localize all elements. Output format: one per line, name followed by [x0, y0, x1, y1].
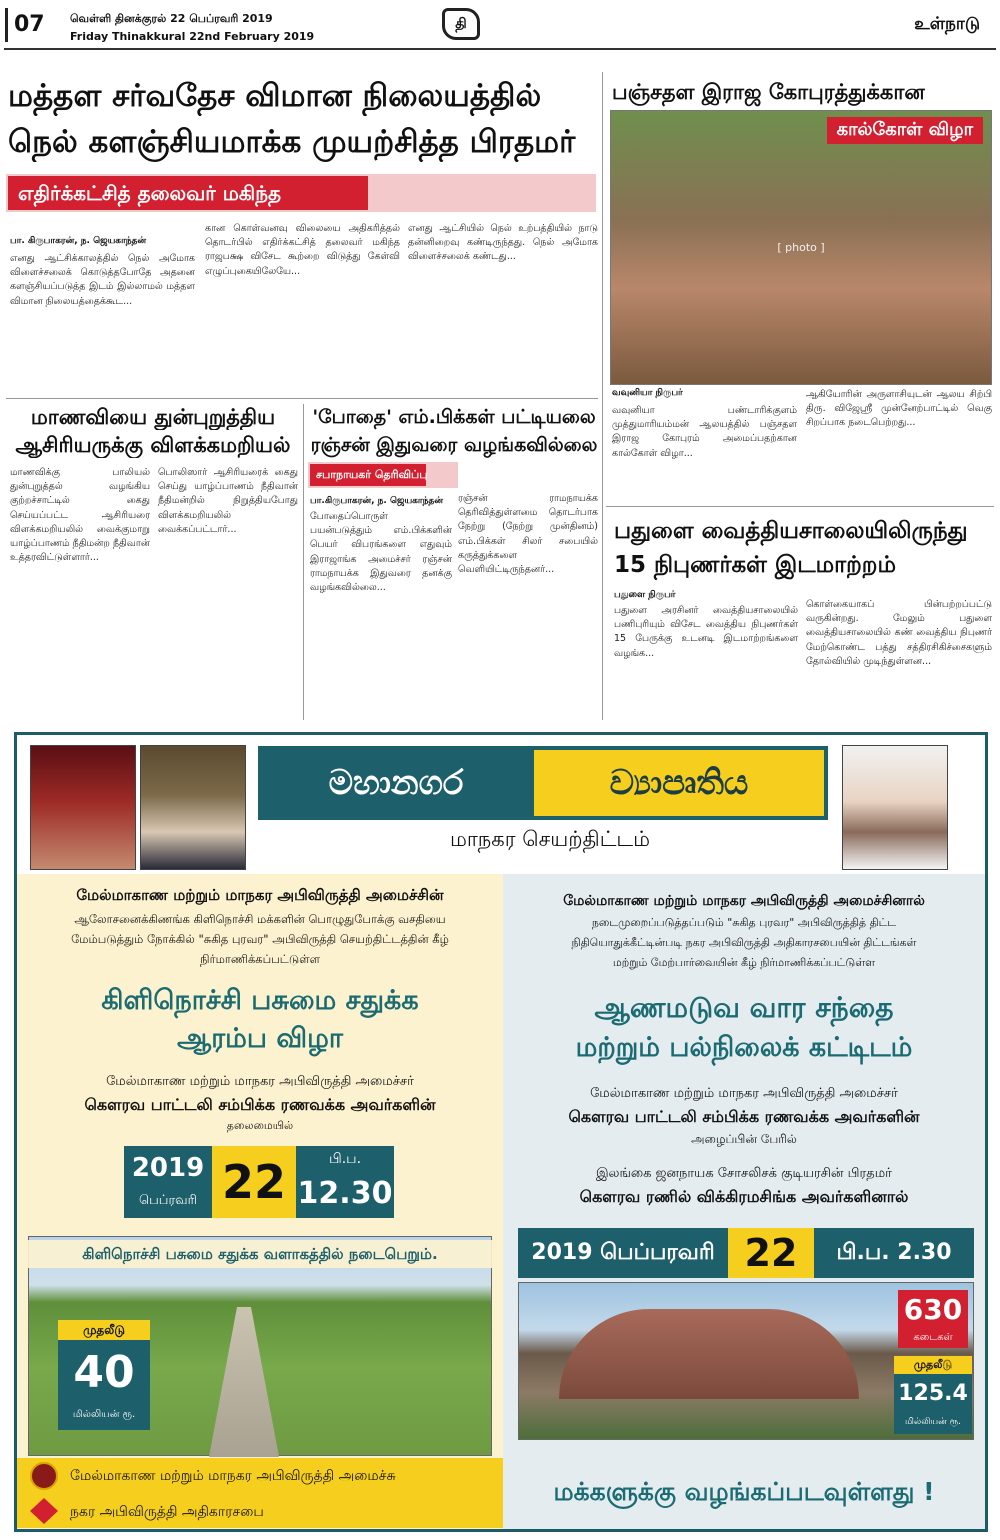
ad-right-minister-name: கௌரவ பாட்டலி சம்பிக்க ரணவக்க அவர்களின்: [568, 1107, 920, 1126]
article2-col1: மாணவிக்கு பாலியல் துன்புறுத்தல் வழங்கிய குற்றச்சாட்டில் கைது செய்யப்பட்ட ஆசிரியரை விளக்கமறியலில் வைக்குமாறு யாழ்ப்பாணம் நீதிமன்ற நீதிவான் உத்தரவிட்டுள்ளார்...: [10, 467, 150, 564]
ad-right-shops-value: 630: [903, 1293, 963, 1326]
article3-subhead-band: [308, 462, 458, 488]
article1-subhead-band: [6, 174, 596, 212]
article4-col2: கொள்கையாகப் பின்பற்றப்பட்டு வருகின்றது. மேலும் பதுளை வைத்தியசாலையில் கண் வைத்திய நிபுணர் மேற்கொண்ட பத்து சத்திரசிகிச்சைகளும் தோல்வியில் முடிந்துள்ளன...: [806, 599, 992, 667]
header-date-english: Friday Thinakkural 22nd February 2019: [70, 30, 315, 43]
ad-left-investment-unit: மில்லியன் ரூ.: [72, 1409, 136, 1420]
ad-right-date-day: 22: [728, 1228, 814, 1278]
ad-right-shops-box: [898, 1290, 968, 1348]
article1-col3: எனது ஆட்சியில் நெல் உற்பத்தியில் நாடு தன்னிறைவு கண்டிருந்தது. நெல் அமோக விளைச்சலைக் கண்டது...: [408, 223, 598, 263]
ad-left-minister-role: மேல்மாகாண மற்றும் மாநகர அபிவிருத்தி அமைச்சர்: [106, 1074, 414, 1089]
ad-right-intro4: மற்றும் மேற்பார்வையின் கீழ் நிர்மாணிக்கப்பட்டுள்ள: [612, 956, 876, 969]
article4-col1: பதுளை அரசினர் வைத்தியசாலையில் பணிபுரியும் விசேட வைத்திய நிபுணர்கள் 15 பேருக்கு உடனடி இடமாற்றங்களை வழங்க...: [614, 605, 798, 659]
ad-left-time-box: [296, 1146, 394, 1218]
article1-col2: கான கொள்வனவு விலையை அதிகரித்தல் தொடர்பில் எதிர்க்கட்சித் தலைவர் மகிந்த ராஜபக்ஷ விசேட கூற்றை விடுத்து கேள்வி எழுப்புகையிலேயே...: [205, 223, 400, 277]
ad-left-investment-value: 40: [73, 1347, 135, 1398]
minister-portrait: [842, 745, 948, 870]
section-name: உள்நாடு: [914, 14, 980, 34]
ad-left-presiding: தலைமையில்: [226, 1119, 294, 1132]
ad-left-intro4: நிர்மாணிக்கப்பட்டுள்ள: [200, 952, 320, 966]
ad-left-date-year-box: [124, 1146, 212, 1218]
programme-logo-word2: ව්‍යාපෘතිය: [534, 750, 824, 816]
ad-right-investment-label: முதலீடு: [894, 1356, 972, 1374]
ad-left-date-block: [124, 1146, 394, 1218]
ad-right-date-block: [518, 1228, 974, 1278]
ad-right-investment-value: 125.4: [898, 1381, 968, 1406]
ad-left-investment-box: [58, 1320, 150, 1430]
header-date-tamil: வெள்ளி தினக்குரல் 22 பெப்ரவரி 2019: [70, 12, 273, 25]
ad-right-investment-box: [894, 1356, 972, 1434]
ad-left-intro1: மேல்மாகாண மற்றும் மாநகர அபிவிருத்தி அமைச்சின்: [76, 886, 444, 904]
article-rule: [6, 398, 598, 399]
article3-headline-line2: ரஞ்சன் இதுவரை வழங்கவில்லை: [310, 434, 598, 456]
park-walkway: [209, 1307, 279, 1457]
ad-right-investment-unit: மில்லியன் ரூ.: [904, 1417, 962, 1427]
ad-right-invitation: அழைப்பின் பேரில்: [691, 1132, 797, 1146]
photo-overlay-title: கால்கோள் விழா: [827, 117, 983, 144]
ad-left-time: 12.30: [297, 1176, 393, 1211]
ad-right-title2: மற்றும் பல்நிலைக் கட்டிடம்: [575, 1032, 913, 1063]
ad-left-minister-name: கௌரவ பாட்டலி சம்பிக்க ரணவக்க அவர்களின்: [84, 1095, 436, 1114]
photo-story-headline: பஞ்சதள இராஜ கோபுரத்துக்கான: [612, 80, 925, 104]
article3-col2: ரஞ்சன் ராமநாயக்க தெரிவித்துள்ளமை தொடர்பாக நேற்று (நேற்று முன்தினம்) எம்.பிக்கள் சிலர் சபையில் கருத்துக்களை வெளியிட்டிருந்தனர்...: [458, 493, 598, 576]
article1-subhead: எதிர்க்கட்சித் தலைவர் மகிந்த: [8, 176, 368, 210]
leader-portrait-2: [140, 745, 246, 870]
ad-right-pm-role: இலங்கை ஜனநாயக சோசலிசக் குடியரசின் பிரதமர்: [596, 1166, 892, 1181]
ad-left-venue: கிளிநொச்சி பசுமை சதுக்க வளாகத்தில் நடைபெறும்.: [28, 1240, 492, 1268]
article4-byline: பதுளை நிருபர்: [614, 590, 676, 600]
article2-headline-line2: ஆசிரியருக்கு விளக்கமறியல்: [15, 433, 291, 457]
ad-right-time: பி.ப. 2.30: [814, 1228, 974, 1278]
header-bar: [5, 8, 8, 42]
ad-left-date-month: பெப்ரவரி: [139, 1193, 197, 1208]
article2-col2: பொலிஸார் ஆசிரியரைக் கைது செய்து யாழ்ப்பாணம் நீதிவான் நீதிமன்றில் நிறுத்தியபோது விளக்கமறியலில் வைக்கப்பட்டார்...: [158, 467, 298, 535]
programme-logo-word1: මහානගර: [328, 763, 464, 803]
article3-headline-line1: 'போதை' எம்.பிக்கள் பட்டியலை: [312, 406, 596, 428]
leader-portrait-1: [30, 745, 136, 870]
article1-headline-line2: நெல் களஞ்சியமாக்க முயற்சித்த பிரதமர்: [8, 124, 576, 160]
ministry-emblem-icon: [30, 1462, 58, 1490]
column-divider: [303, 404, 304, 720]
ad-footer-ministry: மேல்மாகாண மற்றும் மாநகர அபிவிருத்தி அமைச்சு: [70, 1468, 396, 1484]
newspaper-logo-icon: தி: [442, 8, 480, 40]
article2-headline-line1: மாணவியை துன்புறுத்திய: [30, 405, 276, 429]
page-number: 07: [14, 12, 45, 37]
ad-footer-uda: நகர அபிவிருத்தி அதிகாரசபை: [70, 1504, 264, 1520]
article4-headline-line1: பதுளை வைத்தியசாலையிலிருந்து: [614, 518, 968, 544]
ad-right-title1: ஆணமடுவ வார சந்தை: [594, 991, 894, 1024]
article4-headline-line2: 15 நிபுணர்கள் இடமாற்றம்: [614, 552, 896, 578]
ad-right-intro3: நிதியொதுக்கீட்டின்படி நகர அபிவிருத்தி அதிகாரசபையின் திட்டங்கள்: [571, 936, 917, 949]
article1-byline: பா. கிருபாகரன், ந. ஜெயகாந்தன்: [10, 236, 147, 246]
programme-name-tamil: மாநகர செயற்திட்டம்: [449, 827, 651, 851]
ad-left-title2: ஆரம்ப விழா: [177, 1023, 343, 1054]
article1-col1: எனது ஆட்சிக்காலத்தில் நெல் அமோக விளைச்சலைக் கொடுத்தபோதே அதனை களஞ்சியப்படுத்த இடம் இல்லாமல் மத்தள விமான நிலையத்தைக்கூட...: [10, 253, 195, 307]
photo-story-byline: வவுனியா நிருபர்: [612, 388, 683, 398]
ad-left-date-day: 22: [212, 1146, 296, 1218]
ad-left-intro3: மேம்படுத்தும் நோக்கில் "சுகித புரவர" அபிவிருத்தி செயற்திட்டத்தின் கீழ்: [71, 932, 449, 946]
ad-right-shops-label: கடைகள்: [913, 1332, 953, 1343]
header-rule: [4, 48, 996, 50]
ad-right-minister-role: மேல்மாகாண மற்றும் மாநகர அபிவிருத்தி அமைச்சர்: [590, 1086, 898, 1101]
ad-left-date-year: 2019: [131, 1153, 205, 1183]
article3-byline: பா.கிருபாகரன், ந. ஜெயகாந்தன்: [310, 496, 443, 506]
article3-col1: போதைப்பொருள் பயன்படுத்தும் எம்.பிக்களின் பெயர் விபரங்களை எதுவும் இராஜாங்க அமைச்சர் ரஞ்சன் ராமநாயக்க இதுவரை தனக்கு வழங்கவில்லை...: [310, 511, 452, 594]
ad-right-intro1: மேல்மாகாண மற்றும் மாநகர அபிவிருத்தி அமைச்சினால்: [563, 893, 925, 909]
ad-right-date-text: 2019 பெப்பரவரி: [518, 1228, 728, 1278]
ad-left-time-prefix: பி.ப.: [328, 1151, 362, 1167]
ad-left-intro2: ஆலோசனைக்கிணங்க கிளிநொச்சி மக்களின் பொழுதுபோக்கு வசதியை: [74, 912, 446, 926]
ad-left-title1: கிளிநொச்சி பசுமை சதுக்க: [101, 985, 419, 1016]
article1-headline-line1: மத்தள சர்வதேச விமான நிலையத்தில்: [8, 78, 542, 114]
market-roof: [559, 1309, 859, 1399]
ad-right-tagline: மக்களுக்கு வழங்கப்படவுள்ளது !: [553, 1477, 935, 1506]
photo-story-col1: வவுனியா பண்டாரிக்குளம் முத்துமாரியம்மன் ஆலயத்தில் பஞ்சதள இராஜ கோபுரம் அமைப்பதற்கான கால்கோள் விழா...: [612, 405, 797, 459]
ad-right-intro2: நடைமுறைப்படுத்தப்படும் "சுகித புரவர" அபிவிருத்தித் திட்ட: [591, 916, 897, 929]
ad-right-pm-name: கௌரவ ரணில் விக்கிரமசிங்க அவர்களினால்: [579, 1187, 909, 1206]
photo-story-col2: ஆகியோரின் அருளாசியுடன் ஆலய சிற்பி திரு. விஜேஸ்ரீ முன்னேற்பாட்டில் வெகு சிறப்பாக நடைபெற்றது...: [806, 389, 992, 429]
ad-left-investment-label: முதலீடு: [58, 1320, 150, 1340]
photo-story-rule: [606, 506, 994, 507]
photo-placeholder-label: [ photo ]: [777, 240, 825, 254]
kalkol-ceremony-photo: [610, 110, 992, 385]
column-divider: [602, 72, 603, 720]
article3-subhead: சபாநாயகர் தெரிவிப்பு: [310, 464, 426, 486]
